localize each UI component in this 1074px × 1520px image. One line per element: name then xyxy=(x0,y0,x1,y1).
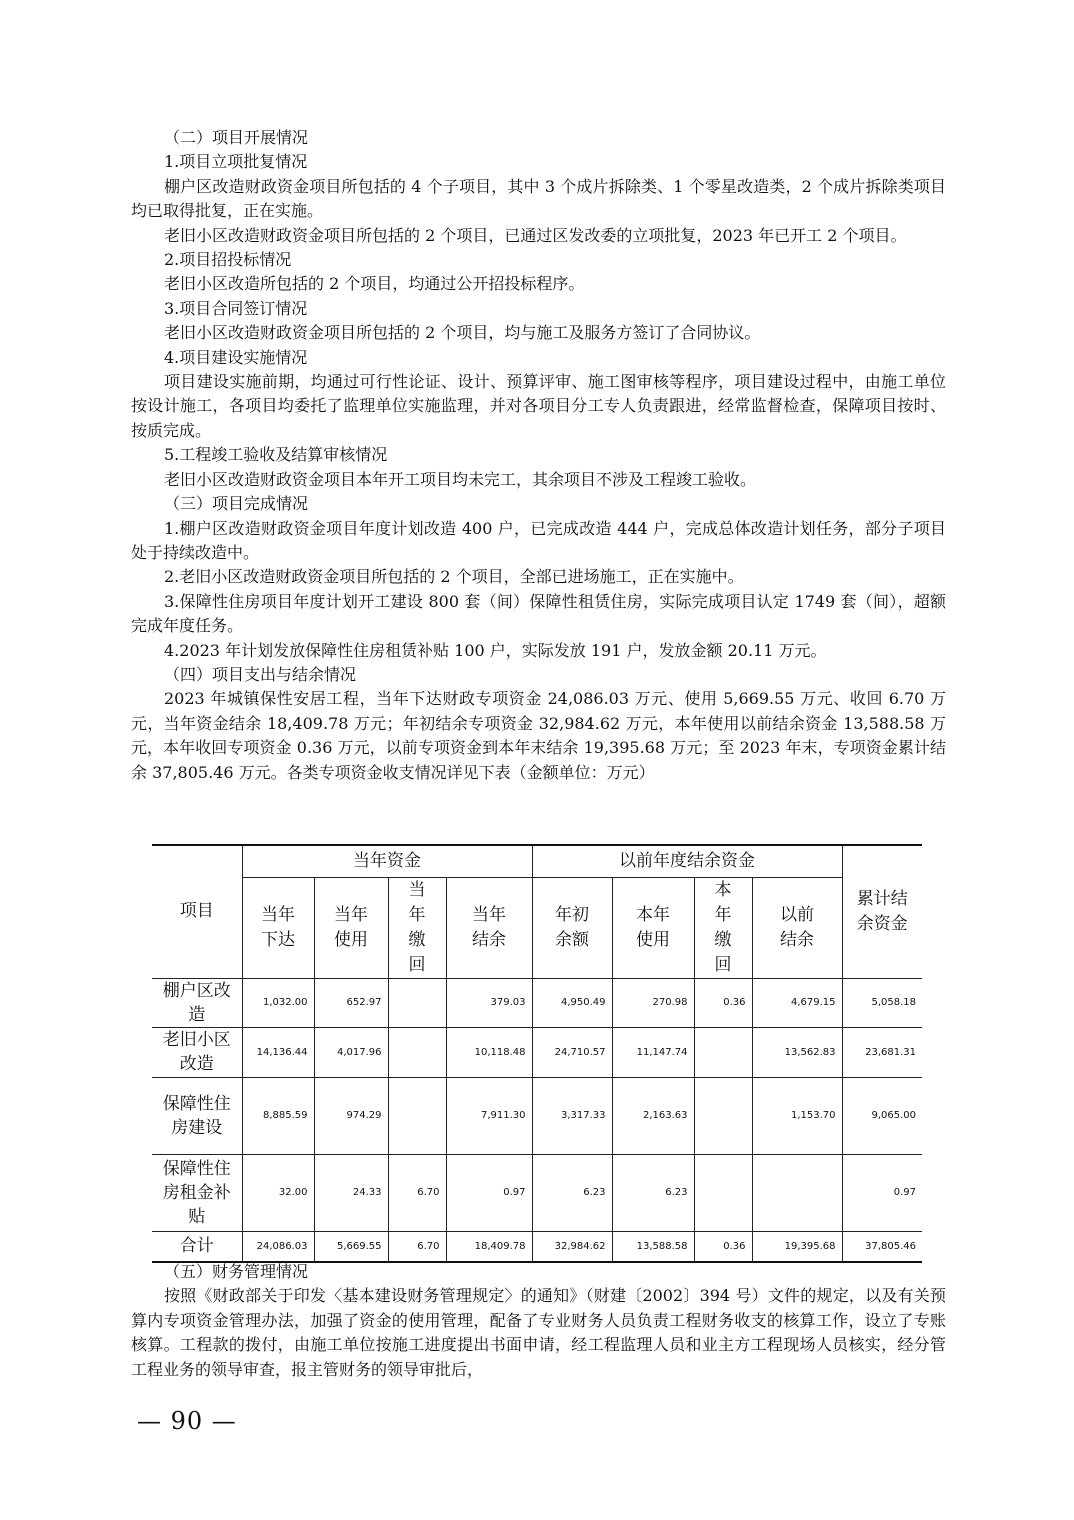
row-label: 合计 xyxy=(152,1231,242,1262)
table-cell: 18,409.78 xyxy=(446,1231,532,1262)
header-previous-funds: 以前年度结余资金 xyxy=(532,845,842,877)
table-cell xyxy=(694,1077,752,1154)
paragraph: 2023 年城镇保性安居工程，当年下达财政专项资金 24,086.03 万元、使用 5,669.55 万元、收回 6.70 万元，当年资金结余 18,409.78 万元；年初结余专项资金 32,984.62 万元，本年使用以前结余资金 13,588.58 万元，本年收回专项资金 0.36 万元，以前专项资金到本年末结余 19,395.68 万元；至 2023 年末，专项资金累计结余 37,805.46 万元。各类专项资金收支情况详见下表（金额单位：万元） xyxy=(131,689,946,782)
table-cell: 13,588.58 xyxy=(612,1231,694,1262)
table-cell: 32,984.62 xyxy=(532,1231,612,1262)
paragraph: 老旧小区改造所包括的 2 个项目，均通过公开招投标程序。 xyxy=(164,274,585,294)
header-current-returned: 当年缴回 xyxy=(388,877,446,978)
table-cell: 6.23 xyxy=(612,1154,694,1231)
table-cell: 6.70 xyxy=(388,1231,446,1262)
table-cell: 8,885.59 xyxy=(242,1077,314,1154)
table-cell xyxy=(694,1154,752,1231)
header-current-used: 当年使用 xyxy=(314,877,388,978)
row-label: 保障性住房建设 xyxy=(152,1077,242,1154)
table-cell: 4,679.15 xyxy=(752,978,842,1027)
table-cell: 7,911.30 xyxy=(446,1077,532,1154)
table-cell: 4,950.49 xyxy=(532,978,612,1027)
fund-table xyxy=(152,844,922,1263)
table-row xyxy=(152,1154,922,1231)
table-cell: 1,153.70 xyxy=(752,1077,842,1154)
header-previous-returned: 本年缴回 xyxy=(694,877,752,978)
table-cell: 23,681.31 xyxy=(842,1027,922,1077)
table-row xyxy=(152,1027,922,1077)
paragraph: 4.2023 年计划发放保障性住房租赁补贴 100 户，实际发放 191 户，发放金额 20.11 万元。 xyxy=(164,640,827,660)
page-number: — 90 — xyxy=(137,1407,237,1435)
body-text xyxy=(131,126,946,785)
header-current-balance: 当年结余 xyxy=(446,877,532,978)
paragraph: （二）项目开展情况 xyxy=(164,128,309,147)
table-cell: 6.70 xyxy=(388,1154,446,1231)
table-cell: 32.00 xyxy=(242,1154,314,1231)
row-label: 棚户区改造 xyxy=(152,978,242,1027)
paragraph: （五）财务管理情况 xyxy=(164,1262,309,1281)
paragraph: 2.项目招投标情况 xyxy=(164,250,292,270)
header-current-funds: 当年资金 xyxy=(242,845,532,877)
header-project: 项目 xyxy=(152,845,242,978)
paragraph: 老旧小区改造财政资金项目所包括的 2 个项目，均与施工及服务方签订了合同协议。 xyxy=(164,323,761,343)
table-row xyxy=(152,1231,922,1262)
table-cell: 11,147.74 xyxy=(612,1027,694,1077)
table-cell: 13,562.83 xyxy=(752,1027,842,1077)
header-previous-balance: 以前结余 xyxy=(752,877,842,978)
table-row xyxy=(152,1077,922,1154)
table-cell: 5,058.18 xyxy=(842,978,922,1027)
table-cell: 24,086.03 xyxy=(242,1231,314,1262)
table-cell: 0.97 xyxy=(842,1154,922,1231)
table-cell: 974.29 xyxy=(314,1077,388,1154)
table-cell: 24,710.57 xyxy=(532,1027,612,1077)
table-cell: 652.97 xyxy=(314,978,388,1027)
table-cell xyxy=(388,978,446,1027)
paragraph: （三）项目完成情况 xyxy=(164,494,309,514)
table-cell xyxy=(752,1154,842,1231)
row-label: 老旧小区改造 xyxy=(152,1027,242,1077)
table-cell: 2,163.63 xyxy=(612,1077,694,1154)
table-cell: 0.36 xyxy=(694,978,752,1027)
table-cell: 6.23 xyxy=(532,1154,612,1231)
row-label: 保障性住房租金补贴 xyxy=(152,1154,242,1231)
paragraph: （四）项目支出与结余情况 xyxy=(164,664,357,684)
table-cell: 9,065.00 xyxy=(842,1077,922,1154)
table-cell: 37,805.46 xyxy=(842,1231,922,1262)
table-cell xyxy=(694,1027,752,1077)
header-previous-opening: 年初余额 xyxy=(532,877,612,978)
header-current-issued: 当年下达 xyxy=(242,877,314,978)
table-cell: 5,669.55 xyxy=(314,1231,388,1262)
paragraph: 按照《财政部关于印发〈基本建设财务管理规定〉的通知》（财建〔2002〕394 号）文件的规定，以及有关预算内专项资金管理办法，加强了资金的使用管理，配备了专业财务人员负责工程财务收支的核算工作，设立了专账核算。工程款的拨付，由施工单位按施工进度提出书面申请，经工程监理人员和业主方工程现场人员核实，经分管工程业务的领导审查，报主管财务的领导审批后， xyxy=(131,1286,946,1379)
table-cell: 24.33 xyxy=(314,1154,388,1231)
table-cell: 10,118.48 xyxy=(446,1027,532,1077)
table-cell: 14,136.44 xyxy=(242,1027,314,1077)
paragraph: 老旧小区改造财政资金项目所包括的 2 个项目，已通过区发改委的立项批复，2023 年已开工 2 个项目。 xyxy=(164,225,907,245)
paragraph: 项目建设实施前期，均通过可行性论证、设计、预算评审、施工图审核等程序，项目建设过程中，由施工单位按设计施工，各项目均委托了监理单位实施监理，并对各项目分工专人负责跟进，经常监督检查，保障项目按时、按质完成。 xyxy=(131,372,946,440)
paragraph: 4.项目建设实施情况 xyxy=(164,347,308,367)
table-row xyxy=(152,978,922,1027)
paragraph: 2.老旧小区改造财政资金项目所包括的 2 个项目，全部已进场施工，正在实施中。 xyxy=(164,567,744,587)
table-cell: 379.03 xyxy=(446,978,532,1027)
header-cumulative: 累计结余资金 xyxy=(842,845,922,978)
header-previous-used: 本年使用 xyxy=(612,877,694,978)
body-text-continued xyxy=(131,1260,946,1382)
paragraph: 老旧小区改造财政资金项目本年开工项目均未完工，其余项目不涉及工程竣工验收。 xyxy=(164,469,757,489)
table-cell: 1,032.00 xyxy=(242,978,314,1027)
table-cell: 0.36 xyxy=(694,1231,752,1262)
table-cell: 19,395.68 xyxy=(752,1231,842,1262)
table-cell xyxy=(388,1027,446,1077)
table-cell: 3,317.33 xyxy=(532,1077,612,1154)
table-cell: 270.98 xyxy=(612,978,694,1027)
table-cell: 4,017.96 xyxy=(314,1027,388,1077)
paragraph: 1.棚户区改造财政资金项目年度计划改造 400 户，已完成改造 444 户，完成总体改造计划任务，部分子项目处于持续改造中。 xyxy=(131,518,946,562)
paragraph: 3.保障性住房项目年度计划开工建设 800 套（间）保障性租赁住房，实际完成项目认定 1749 套（间），超额完成年度任务。 xyxy=(131,591,946,636)
paragraph: 1.项目立项批复情况 xyxy=(164,152,308,172)
paragraph: 5.工程竣工验收及结算审核情况 xyxy=(164,445,388,465)
table-cell: 0.97 xyxy=(446,1154,532,1231)
paragraph: 3.项目合同签订情况 xyxy=(164,298,308,318)
table-cell xyxy=(388,1077,446,1154)
paragraph: 棚户区改造财政资金项目所包括的 4 个子项目，其中 3 个成片拆除类、1 个零星改造类，2 个成片拆除类项目均已取得批复，正在实施。 xyxy=(131,176,946,221)
